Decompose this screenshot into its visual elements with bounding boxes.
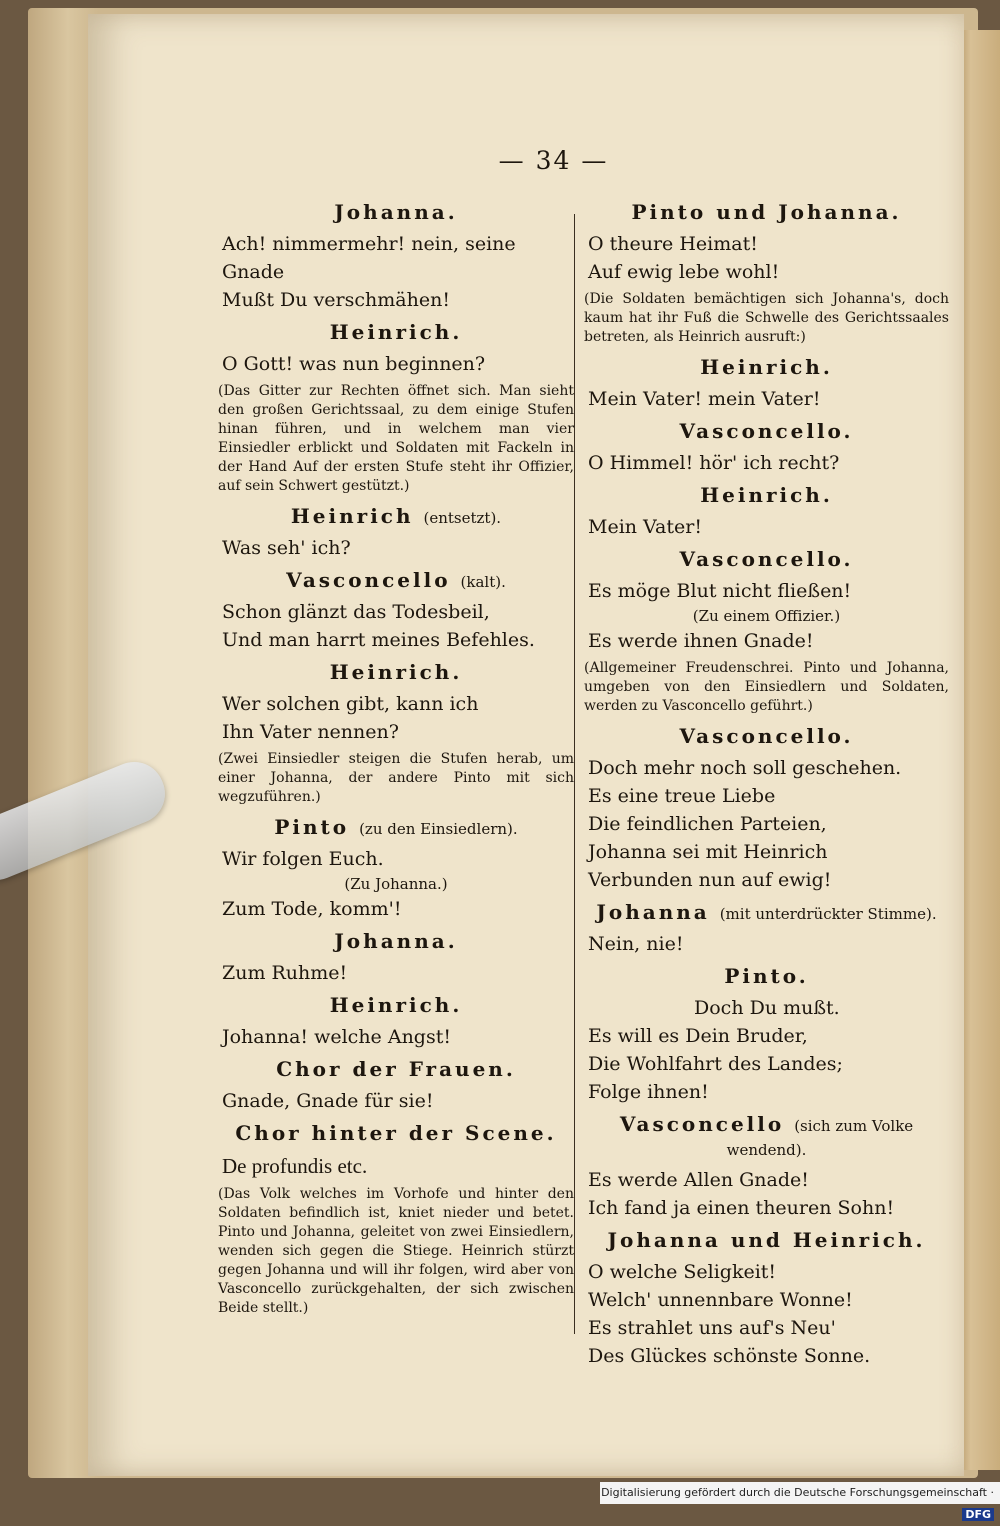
dialogue-line: Ach! nimmermehr! nein, seine Gnade (222, 233, 516, 283)
stage-direction-inline: (kalt). (460, 573, 506, 591)
dialogue-line: O Gott! was nun beginnen? (222, 353, 486, 375)
stage-direction: (Das Gitter zur Rechten öffnet sich. Man sieht den großen Gerichtssaal, zu dem einige Stufen hinan führen, und in welchem man vier Einsiedler erblickt und Soldaten mit Fackeln in der Hand Auf der ersten Stufe steht ihr Offizier, auf sein Schwert gestützt.) (218, 383, 574, 494)
dialogue-line: Es strahlet uns auf's Neu' (588, 1317, 836, 1339)
speaker-label: Heinrich. (700, 483, 833, 507)
footer-text: Digitalisierung gefördert durch die Deutsche Forschungsgemeinschaft (601, 1486, 987, 1499)
dialogue-line: Folge ihnen! (588, 1081, 709, 1103)
speaker-label: Heinrich. (329, 660, 463, 684)
speaker-name (584, 1228, 949, 1252)
stage-direction: (Die Soldaten bemächtigen sich Johanna's, doch kaum hat ihr Fuß die Schwelle des Gerichtssaales betreten, als Heinrich ausruft:) (584, 291, 949, 345)
dialogue-line: Schon glänzt das Todesbeil, (222, 601, 490, 623)
dialogue-line: Es möge Blut nicht fließen! (588, 580, 852, 602)
dialogue-line: Zum Tode, komm'! (222, 898, 402, 920)
speaker-label: Vasconcello (286, 568, 451, 592)
speaker-name (218, 1057, 574, 1081)
book-right-edge (958, 30, 1000, 1470)
speaker-label: Pinto (274, 815, 350, 839)
dialogue-line: Des Glückes schönste Sonne. (588, 1345, 871, 1367)
speaker-name (218, 929, 574, 953)
speaker-name (584, 547, 949, 571)
dialogue-line: Es werde Allen Gnade! (588, 1169, 809, 1191)
page-number: — 34 — (498, 146, 609, 175)
speaker-name (218, 568, 574, 592)
book-page (88, 14, 964, 1476)
dialogue-line: Es will es Dein Bruder, (588, 1025, 808, 1047)
speaker-label: Johanna. (334, 929, 458, 953)
column-divider (574, 214, 575, 1334)
stage-direction-inline: (sich zum Volke wendend). (726, 1117, 914, 1159)
footer-credit: Digitalisierung gefördert durch die Deutsche Forschungsgemeinschaft · DFG (600, 1482, 1000, 1504)
speaker-name (584, 355, 949, 379)
dialogue-line: Wir folgen Euch. (222, 848, 384, 870)
dialogue-line: Wer solchen gibt, kann ich (222, 693, 479, 715)
speaker-name (584, 419, 949, 443)
speaker-name (584, 1112, 949, 1160)
speaker-label: Heinrich (290, 504, 414, 528)
speaker-label: Vasconcello. (679, 419, 854, 443)
speaker-label: Pinto. (724, 964, 809, 988)
speaker-name (218, 504, 574, 528)
stage-direction-inline: (zu den Einsiedlern). (359, 820, 518, 838)
dialogue-line: Und man harrt meines Befehles. (222, 629, 535, 651)
dialogue-line: Johanna sei mit Heinrich (588, 841, 828, 863)
dialogue-line: Doch Du mußt. (694, 997, 840, 1019)
speaker-label: Johanna. (334, 200, 458, 224)
stage-direction: (Allgemeiner Freudenschrei. Pinto und Johanna, umgeben von den Einsiedlern und Soldaten, werden zu Vasconcello geführt.) (584, 660, 949, 714)
dialogue-line: Mein Vater! mein Vater! (588, 388, 821, 410)
speaker-label: Johanna (596, 900, 710, 924)
dialogue-line: Zum Ruhme! (222, 962, 348, 984)
speaker-name (584, 900, 949, 924)
speaker-label: Johanna und Heinrich. (607, 1228, 926, 1252)
left-column (218, 194, 574, 1326)
stage-direction: (Das Volk welches im Vorhofe und hinter den Soldaten befindlich ist, kniet nieder und betet. Pinto und Johanna, geleitet von zwei Einsiedlern, wenden sich gegen die Stiege. Heinrich stürzt gegen Johanna und will ihr folgen, wird aber von Vasconcello zurückgehalten, der sich zwischen Beide stellt.) (218, 1186, 574, 1316)
dialogue-line: Es eine treue Liebe (588, 785, 776, 807)
speaker-name (218, 660, 574, 684)
speaker-name (218, 1121, 574, 1145)
speaker-label: Chor hinter der Scene. (235, 1121, 557, 1145)
dialogue-line: Doch mehr noch soll geschehen. (588, 757, 902, 779)
speaker-name (584, 200, 949, 224)
speaker-name (584, 483, 949, 507)
speaker-name (584, 964, 949, 988)
dialogue-line: Mein Vater! (588, 516, 702, 538)
dialogue-line: Mußt Du verschmähen! (222, 289, 450, 311)
dialogue-line: Nein, nie! (588, 933, 684, 955)
dialogue-line: Es werde ihnen Gnade! (588, 630, 814, 652)
dialogue-line: Verbunden nun auf ewig! (588, 869, 832, 891)
speaker-label: Heinrich. (329, 993, 463, 1017)
dialogue-line: Johanna! welche Angst! (222, 1026, 451, 1048)
speaker-label: Vasconcello. (679, 724, 854, 748)
dfg-logo: DFG (962, 1508, 994, 1521)
speaker-name (218, 320, 574, 344)
dialogue-line: Welch' unnennbare Wonne! (588, 1289, 853, 1311)
dialogue-line: Was seh' ich? (222, 537, 351, 559)
speaker-label: Vasconcello (619, 1112, 785, 1136)
dialogue-line: De profundis etc. (222, 1154, 368, 1178)
dialogue-line: O theure Heimat! (588, 233, 758, 255)
stage-direction: (Zwei Einsiedler steigen die Stufen herab, um einer Johanna, der andere Pinto mit sich wegzuführen.) (218, 751, 574, 805)
stage-direction: (Zu Johanna.) (344, 875, 448, 893)
stage-direction-inline: (mit unterdrückter Stimme). (719, 905, 937, 923)
dialogue-line: Die Wohlfahrt des Landes; (588, 1053, 843, 1075)
dialogue-line: Ich fand ja einen theuren Sohn! (588, 1197, 895, 1219)
speaker-label: Vasconcello. (679, 547, 854, 571)
speaker-name (584, 724, 949, 748)
speaker-label: Pinto und Johanna. (631, 200, 902, 224)
speaker-name (218, 200, 574, 224)
speaker-label: Chor der Frauen. (276, 1057, 516, 1081)
dialogue-line: O welche Seligkeit! (588, 1261, 777, 1283)
speaker-label: Heinrich. (329, 320, 463, 344)
stage-direction-inline: (entsetzt). (423, 509, 502, 527)
dialogue-line: O Himmel! hör' ich recht? (588, 452, 840, 474)
right-column (584, 194, 949, 1370)
stage-direction: (Zu einem Offizier.) (692, 607, 841, 625)
speaker-label: Heinrich. (700, 355, 833, 379)
speaker-name (218, 815, 574, 839)
dialogue-line: Ihn Vater nennen? (222, 721, 399, 743)
dialogue-line: Gnade, Gnade für sie! (222, 1090, 434, 1112)
dialogue-line: Die feindlichen Parteien, (588, 813, 827, 835)
dialogue-line: Auf ewig lebe wohl! (588, 261, 780, 283)
speaker-name (218, 993, 574, 1017)
